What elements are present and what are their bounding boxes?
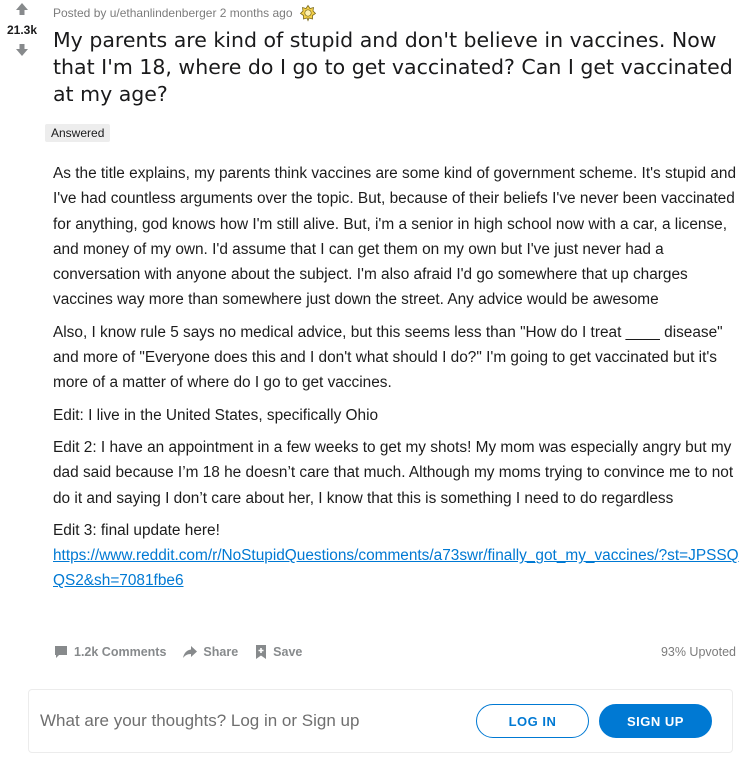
comment-icon	[53, 644, 69, 660]
author-line[interactable]: Posted by u/ethanlindenberger 2 months ago	[53, 6, 293, 20]
share-icon	[182, 644, 198, 660]
signup-button[interactable]: SIGN UP	[599, 704, 712, 738]
body-paragraph: Also, I know rule 5 says no medical advice, but this seems less than "How do I treat ____ disease" and more of "Everyone does this and I don't what should I do?" I'm going to get vaccinated but it's more of a matter of where do I go to get vaccines.	[53, 323, 723, 392]
upvote-arrow-icon[interactable]	[15, 2, 29, 16]
body-paragraph	[53, 518, 745, 594]
post-title[interactable]: My parents are kind of stupid and don't believe in vaccines. Now that I'm 18, where do I go to get vaccinated? Can I get vaccinated at my age?	[53, 28, 733, 106]
share-label: Share	[203, 645, 239, 659]
vote-count: 21.3k	[6, 23, 38, 37]
body-paragraph: Edit 2: I have an appointment in a few weeks to get my shots! My mom was especially angry but my dad said because I’m 18 he doesn’t care that much. Although my moms trying to convince me to not do it and saying I don’t care about her, I know that this is something I need to do regardless	[53, 438, 734, 507]
post-meta	[53, 4, 317, 22]
vote-column	[0, 2, 44, 57]
downvote-arrow-icon[interactable]	[15, 43, 29, 57]
comments-button[interactable]	[53, 644, 166, 660]
upvoted-percentage: 93% Upvoted	[660, 645, 736, 659]
post-actions	[53, 641, 736, 663]
save-button[interactable]	[254, 644, 302, 660]
save-icon	[254, 644, 268, 660]
share-button[interactable]	[182, 644, 238, 660]
body-paragraph: Edit: I live in the United States, specifically Ohio	[53, 406, 379, 424]
flair-badge[interactable]: Answered	[45, 124, 110, 142]
comment-prompt-box	[28, 689, 733, 753]
post-body	[53, 161, 745, 594]
login-button[interactable]: LOG IN	[476, 704, 589, 738]
comments-label: 1.2k Comments	[74, 645, 167, 659]
body-paragraph: As the title explains, my parents think vaccines are some kind of government scheme. It's stupid and I've had countless arguments over the topic. But, because of their beliefs I've never been vaccinated for anything, god knows how I'm still alive. But, i'm a senior in high school now with a car, a license, and money of my own. I'd assume that I can get them on my own but I've just never had a conversation with anyone about the subject. I'm also afraid I'd go somewhere that up charges vaccines way more than somewhere just down the street. Any advice would be awesome	[53, 165, 737, 309]
update-link[interactable]: https://www.reddit.com/r/NoStupidQuestions/comments/a73swr/finally_got_my_vaccines/?st=JPSSQQS2&sh=7081fbe6	[53, 547, 739, 590]
comment-prompt-text: What are your thoughts? Log in or Sign up	[40, 711, 360, 730]
award-icon	[299, 4, 317, 22]
save-label: Save	[273, 645, 303, 659]
edit-3-text: Edit 3: final update here!	[53, 521, 220, 539]
